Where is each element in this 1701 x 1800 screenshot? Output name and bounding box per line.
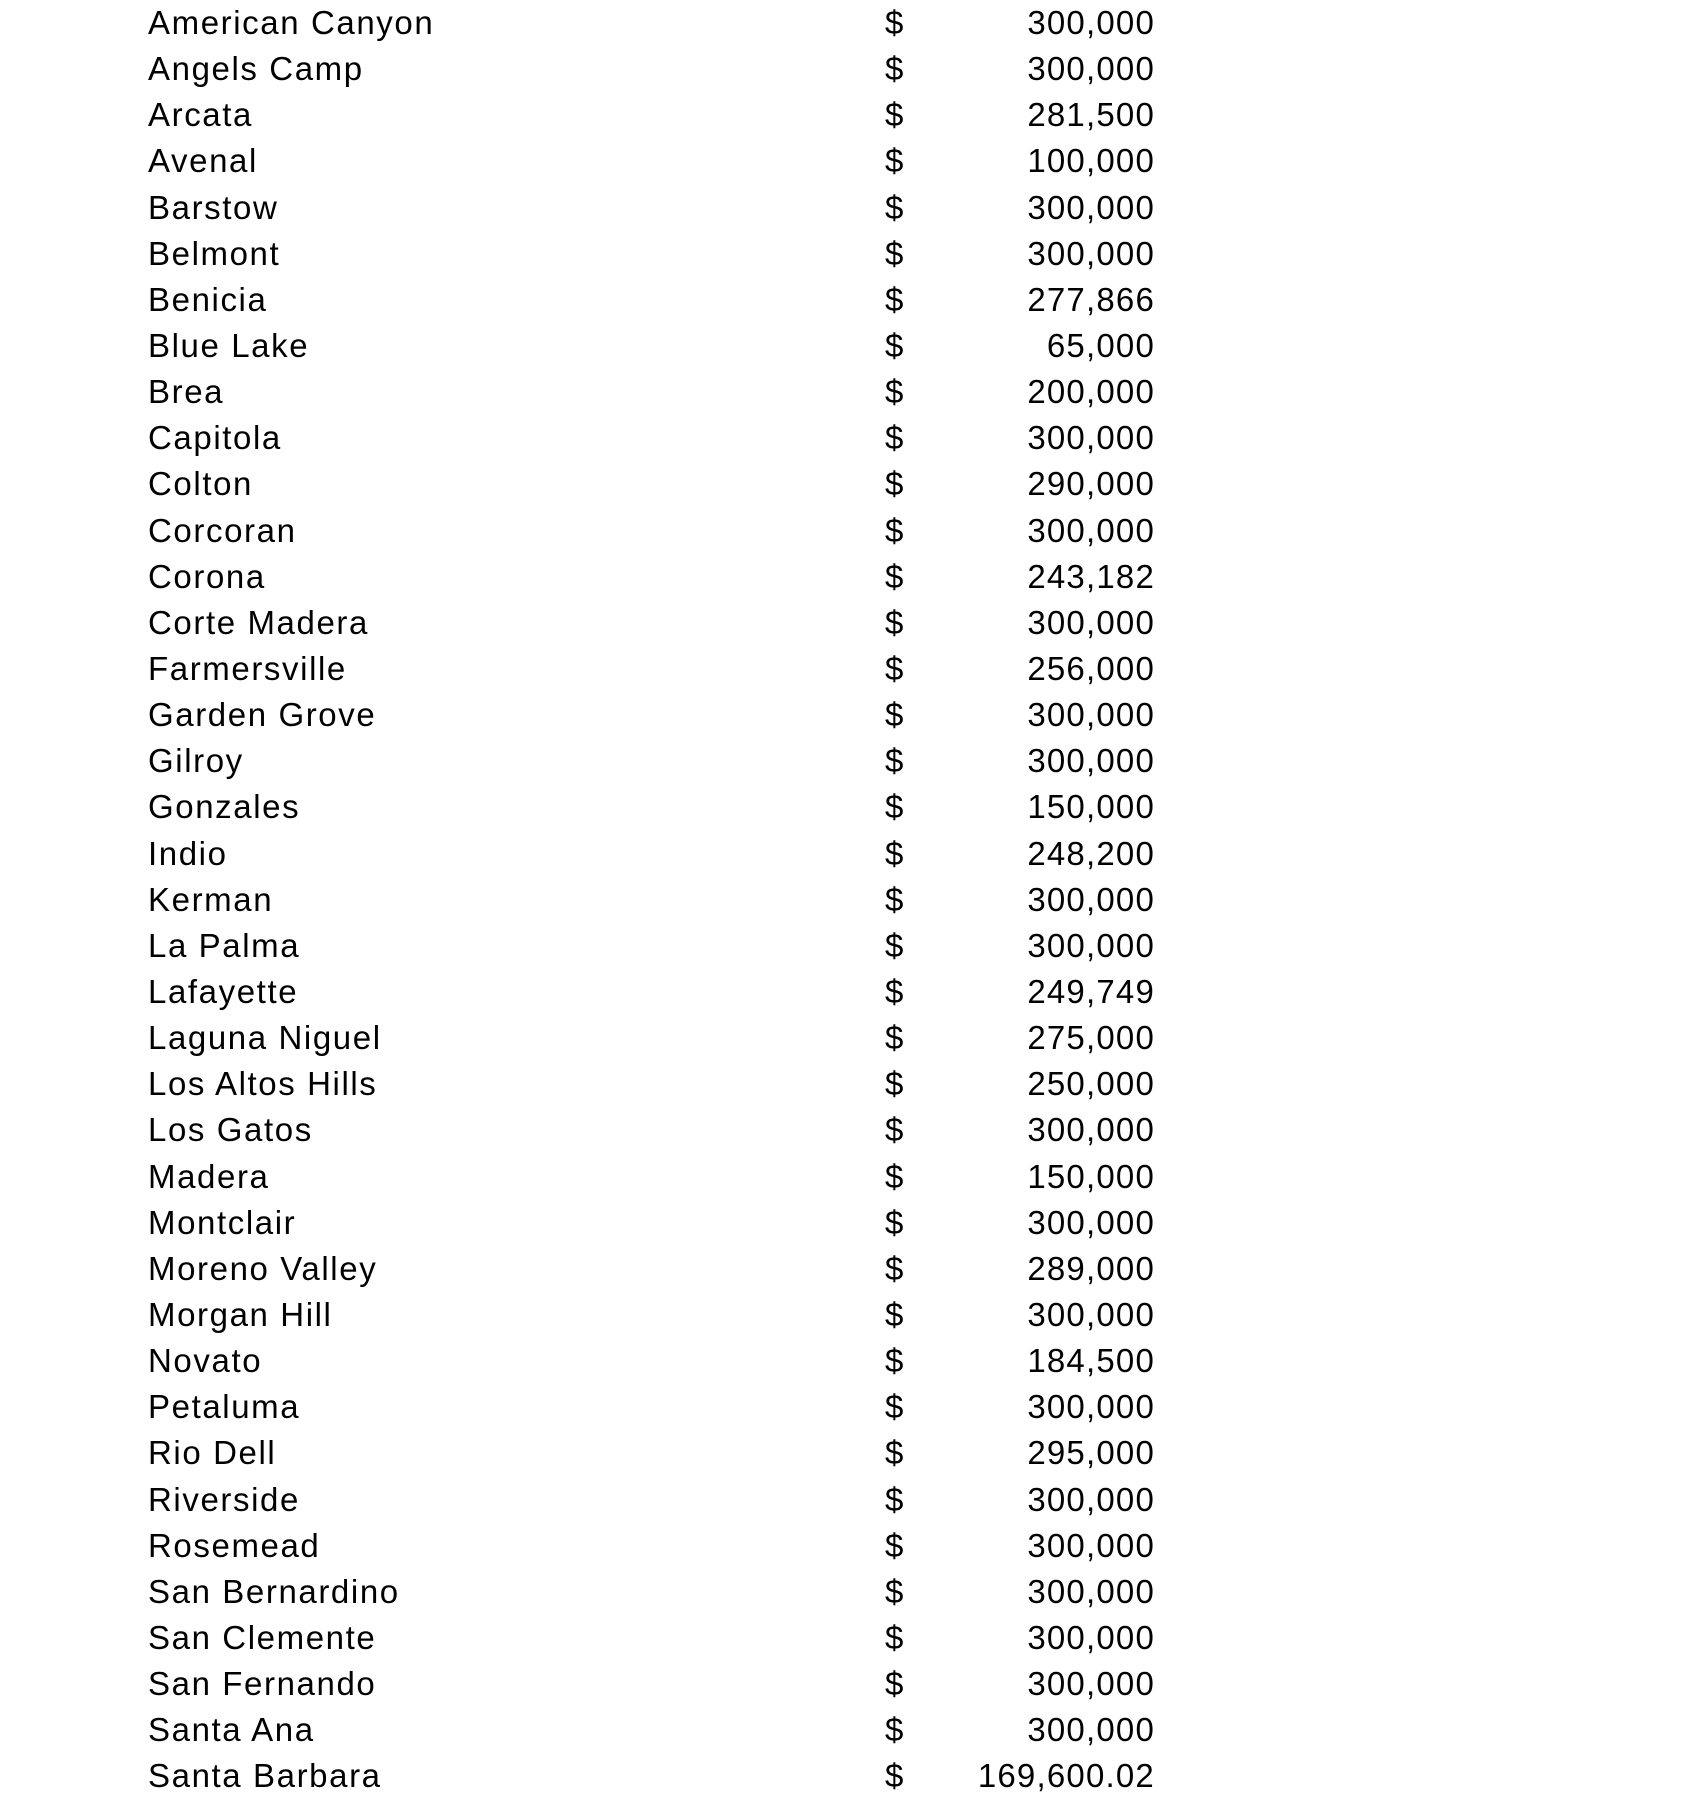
city-name: American Canyon bbox=[148, 4, 435, 41]
amount-value: 300,000 bbox=[1027, 50, 1155, 88]
table-row bbox=[0, 231, 1701, 277]
amount-value: 150,000 bbox=[1027, 1157, 1155, 1195]
amount-value: 277,866 bbox=[1027, 280, 1155, 318]
amount-value: 150,000 bbox=[1027, 788, 1155, 826]
table-row bbox=[0, 1753, 1701, 1799]
city-name: Montclair bbox=[148, 1203, 297, 1241]
currency-symbol: $ bbox=[885, 788, 904, 826]
table-row bbox=[0, 277, 1701, 323]
amount-value: 290,000 bbox=[1027, 465, 1155, 503]
amount-value: 65,000 bbox=[1046, 326, 1155, 364]
table-row bbox=[0, 508, 1701, 554]
amount-value: 256,000 bbox=[1027, 649, 1155, 687]
currency-symbol: $ bbox=[885, 419, 904, 457]
amount-value: 300,000 bbox=[1027, 188, 1155, 226]
amount-value: 281,500 bbox=[1027, 96, 1155, 134]
currency-symbol: $ bbox=[885, 880, 904, 918]
currency-symbol: $ bbox=[885, 50, 904, 88]
city-name: Colton bbox=[148, 465, 253, 503]
city-name: Indio bbox=[148, 834, 228, 872]
currency-symbol: $ bbox=[885, 1711, 904, 1749]
table-row bbox=[0, 1154, 1701, 1200]
currency-symbol: $ bbox=[885, 603, 904, 641]
city-name: Los Altos Hills bbox=[148, 1065, 378, 1103]
city-name: Moreno Valley bbox=[148, 1249, 378, 1287]
table-row bbox=[0, 0, 1701, 46]
currency-symbol: $ bbox=[885, 1249, 904, 1287]
city-name: Garden Grove bbox=[148, 696, 377, 734]
currency-symbol: $ bbox=[885, 1342, 904, 1380]
currency-symbol: $ bbox=[885, 972, 904, 1010]
table-row bbox=[0, 692, 1701, 738]
city-name: Farmersville bbox=[148, 649, 347, 687]
city-name: Rosemead bbox=[148, 1526, 321, 1564]
amount-value: 300,000 bbox=[1027, 1526, 1155, 1564]
currency-symbol: $ bbox=[885, 373, 904, 411]
city-name: San Bernardino bbox=[148, 1572, 400, 1610]
table-row bbox=[0, 1061, 1701, 1107]
amount-value: 300,000 bbox=[1027, 742, 1155, 780]
amount-value: 300,000 bbox=[1027, 880, 1155, 918]
currency-symbol: $ bbox=[885, 1665, 904, 1703]
table-row bbox=[0, 1615, 1701, 1661]
table-row bbox=[0, 831, 1701, 877]
table-row bbox=[0, 554, 1701, 600]
currency-symbol: $ bbox=[885, 834, 904, 872]
table-row bbox=[0, 1430, 1701, 1476]
currency-symbol: $ bbox=[885, 1618, 904, 1656]
currency-symbol: $ bbox=[885, 465, 904, 503]
amount-value: 300,000 bbox=[1027, 419, 1155, 457]
city-name: Santa Ana bbox=[148, 1711, 315, 1749]
currency-symbol: $ bbox=[885, 142, 904, 180]
amount-value: 300,000 bbox=[1027, 1388, 1155, 1426]
table-row bbox=[0, 1107, 1701, 1153]
city-name: Los Gatos bbox=[148, 1111, 313, 1149]
table-row bbox=[0, 369, 1701, 415]
currency-symbol: $ bbox=[885, 1019, 904, 1057]
table-row bbox=[0, 323, 1701, 369]
currency-symbol: $ bbox=[885, 1757, 904, 1795]
city-name: Morgan Hill bbox=[148, 1295, 333, 1333]
currency-symbol: $ bbox=[885, 326, 904, 364]
city-name: Petaluma bbox=[148, 1388, 301, 1426]
currency-symbol: $ bbox=[885, 234, 904, 272]
table-row bbox=[0, 1292, 1701, 1338]
currency-symbol: $ bbox=[885, 1111, 904, 1149]
currency-symbol: $ bbox=[885, 280, 904, 318]
city-name: Gilroy bbox=[148, 742, 244, 780]
amount-value: 300,000 bbox=[1027, 4, 1155, 41]
table-row bbox=[0, 1015, 1701, 1061]
city-name: Rio Dell bbox=[148, 1434, 277, 1472]
currency-symbol: $ bbox=[885, 1203, 904, 1241]
currency-symbol: $ bbox=[885, 188, 904, 226]
city-name: Avenal bbox=[148, 142, 258, 180]
currency-symbol: $ bbox=[885, 649, 904, 687]
table-row bbox=[0, 1661, 1701, 1707]
table-row bbox=[0, 784, 1701, 830]
table-row bbox=[0, 1384, 1701, 1430]
currency-symbol: $ bbox=[885, 511, 904, 549]
table-row bbox=[0, 92, 1701, 138]
amount-value: 300,000 bbox=[1027, 1480, 1155, 1518]
currency-symbol: $ bbox=[885, 1065, 904, 1103]
amount-value: 249,749 bbox=[1027, 972, 1155, 1010]
amount-value: 275,000 bbox=[1027, 1019, 1155, 1057]
amount-value: 300,000 bbox=[1027, 1203, 1155, 1241]
city-name: Arcata bbox=[148, 96, 253, 134]
city-name: Madera bbox=[148, 1157, 270, 1195]
amount-value: 300,000 bbox=[1027, 1111, 1155, 1149]
city-name: Laguna Niguel bbox=[148, 1019, 382, 1057]
city-name: Novato bbox=[148, 1342, 263, 1380]
city-name: Corona bbox=[148, 557, 266, 595]
city-name: Benicia bbox=[148, 280, 268, 318]
table-row bbox=[0, 1200, 1701, 1246]
city-name: Santa Barbara bbox=[148, 1757, 382, 1795]
table-row bbox=[0, 923, 1701, 969]
city-name: San Fernando bbox=[148, 1665, 377, 1703]
amount-value: 295,000 bbox=[1027, 1434, 1155, 1472]
currency-symbol: $ bbox=[885, 926, 904, 964]
table-row bbox=[0, 461, 1701, 507]
table-row bbox=[0, 138, 1701, 184]
amount-value: 100,000 bbox=[1027, 142, 1155, 180]
amount-value: 300,000 bbox=[1027, 603, 1155, 641]
amount-value: 248,200 bbox=[1027, 834, 1155, 872]
currency-symbol: $ bbox=[885, 1295, 904, 1333]
table-row bbox=[0, 600, 1701, 646]
currency-symbol: $ bbox=[885, 557, 904, 595]
amount-value: 300,000 bbox=[1027, 1295, 1155, 1333]
amount-value: 300,000 bbox=[1027, 234, 1155, 272]
city-name: La Palma bbox=[148, 926, 301, 964]
table-row bbox=[0, 1523, 1701, 1569]
currency-symbol: $ bbox=[885, 1572, 904, 1610]
amount-value: 300,000 bbox=[1027, 511, 1155, 549]
table-row bbox=[0, 877, 1701, 923]
table-row bbox=[0, 969, 1701, 1015]
amount-value: 300,000 bbox=[1027, 1572, 1155, 1610]
table-row bbox=[0, 46, 1701, 92]
city-name: Lafayette bbox=[148, 972, 299, 1010]
amount-value: 289,000 bbox=[1027, 1249, 1155, 1287]
currency-symbol: $ bbox=[885, 1480, 904, 1518]
currency-symbol: $ bbox=[885, 4, 904, 41]
table-row bbox=[0, 185, 1701, 231]
city-name: Barstow bbox=[148, 188, 279, 226]
table-row bbox=[0, 1707, 1701, 1753]
city-name: Riverside bbox=[148, 1480, 300, 1518]
amount-value: 300,000 bbox=[1027, 696, 1155, 734]
city-name: Blue Lake bbox=[148, 326, 310, 364]
table-row bbox=[0, 738, 1701, 784]
amount-value: 300,000 bbox=[1027, 1618, 1155, 1656]
city-name: San Clemente bbox=[148, 1618, 377, 1656]
city-name: Angels Camp bbox=[148, 50, 364, 88]
city-name: Corte Madera bbox=[148, 603, 369, 641]
currency-symbol: $ bbox=[885, 1157, 904, 1195]
table-row bbox=[0, 1246, 1701, 1292]
amount-value: 200,000 bbox=[1027, 373, 1155, 411]
table-row bbox=[0, 646, 1701, 692]
currency-symbol: $ bbox=[885, 1434, 904, 1472]
amount-value: 300,000 bbox=[1027, 1665, 1155, 1703]
currency-symbol: $ bbox=[885, 696, 904, 734]
city-name: Gonzales bbox=[148, 788, 301, 826]
amount-value: 169,600.02 bbox=[977, 1757, 1155, 1795]
city-name: Corcoran bbox=[148, 511, 297, 549]
amount-value: 300,000 bbox=[1027, 926, 1155, 964]
table-row bbox=[0, 1569, 1701, 1615]
city-name: Capitola bbox=[148, 419, 282, 457]
amount-value: 250,000 bbox=[1027, 1065, 1155, 1103]
table-row bbox=[0, 1338, 1701, 1384]
amount-value: 300,000 bbox=[1027, 1711, 1155, 1749]
amount-value: 184,500 bbox=[1027, 1342, 1155, 1380]
currency-symbol: $ bbox=[885, 96, 904, 134]
table-row bbox=[0, 1477, 1701, 1523]
amount-value: 243,182 bbox=[1027, 557, 1155, 595]
city-name: Belmont bbox=[148, 234, 281, 272]
currency-symbol: $ bbox=[885, 1526, 904, 1564]
city-name: Kerman bbox=[148, 880, 274, 918]
city-name: Brea bbox=[148, 373, 225, 411]
table-row bbox=[0, 415, 1701, 461]
currency-symbol: $ bbox=[885, 742, 904, 780]
currency-symbol: $ bbox=[885, 1388, 904, 1426]
